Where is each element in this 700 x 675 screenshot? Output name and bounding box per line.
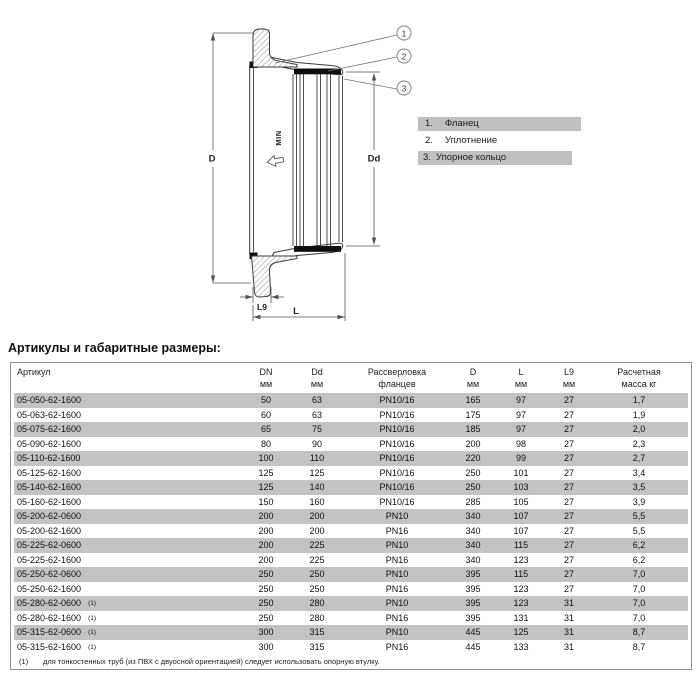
article-cell: 05-280-62-1600 (1) xyxy=(17,612,97,623)
dn-cell: 200 xyxy=(258,511,274,522)
callout-2 xyxy=(397,49,411,63)
dn-cell: 200 xyxy=(258,525,274,536)
l9-cell: 27 xyxy=(563,540,574,551)
l9-cell: 27 xyxy=(563,438,574,449)
mass-cell: 8,7 xyxy=(632,627,646,638)
dd-cell: 250 xyxy=(309,583,325,594)
mass-cell: 7,0 xyxy=(632,583,646,594)
table-row xyxy=(11,466,691,481)
l9-cell: 27 xyxy=(563,554,574,565)
mass-cell: 3,5 xyxy=(632,482,646,493)
drilling-cell: PN10/16 xyxy=(379,496,415,507)
article-cell: 05-160-62-1600 xyxy=(17,496,82,507)
l9-cell: 31 xyxy=(563,641,574,652)
table-row xyxy=(11,611,691,626)
legend-item-label: Фланец xyxy=(445,118,479,130)
d-cell: 395 xyxy=(465,583,481,594)
article-cell: 05-075-62-1600 xyxy=(17,424,82,435)
l9-cell: 27 xyxy=(563,511,574,522)
drilling-cell: PN10 xyxy=(385,598,409,609)
table-row xyxy=(11,567,691,582)
column-unit-l9: мм xyxy=(562,379,576,389)
dd-cell: 63 xyxy=(311,409,322,420)
column-header-l: L xyxy=(518,367,524,377)
article-cell: 05-050-62-1600 xyxy=(17,395,82,406)
drilling-cell: PN16 xyxy=(385,554,409,565)
d-cell: 185 xyxy=(465,424,481,435)
d-cell: 445 xyxy=(465,627,481,638)
table-row xyxy=(11,393,691,408)
article-cell: 05-125-62-1600 xyxy=(17,467,82,478)
dn-cell: 300 xyxy=(258,627,274,638)
dd-cell: 250 xyxy=(309,569,325,580)
article-cell: 05-225-62-1600 xyxy=(17,554,82,565)
article-cell: 05-225-62-0600 xyxy=(17,540,82,551)
l-cell: 123 xyxy=(513,598,529,609)
dim-label-l: L xyxy=(293,306,299,317)
mass-cell: 2,3 xyxy=(632,438,646,449)
table-row xyxy=(11,451,691,466)
l-cell: 98 xyxy=(515,438,526,449)
table-footnote xyxy=(11,654,691,669)
callout-3-number: 3 xyxy=(401,84,407,94)
mass-cell: 1,7 xyxy=(632,395,646,406)
d-cell: 340 xyxy=(465,554,481,565)
column-header-dn: DN xyxy=(259,367,273,377)
mass-cell: 7,0 xyxy=(632,569,646,580)
min-label: MIN xyxy=(274,130,283,146)
drilling-cell: PN10/16 xyxy=(379,467,415,478)
drilling-cell: PN16 xyxy=(385,641,409,652)
dn-cell: 200 xyxy=(258,554,274,565)
l9-cell: 31 xyxy=(563,612,574,623)
coupling-body xyxy=(250,57,343,261)
dn-cell: 300 xyxy=(258,641,274,652)
table-row xyxy=(11,582,691,597)
article-cell: 05-110-62-1600 xyxy=(17,453,81,464)
article-cell: 05-090-62-1600 xyxy=(17,438,82,449)
mass-cell: 3,4 xyxy=(632,467,646,478)
article-cell: 05-250-62-0600 xyxy=(17,569,82,580)
l-cell: 105 xyxy=(513,496,529,507)
callout-1 xyxy=(397,26,411,40)
dd-cell: 315 xyxy=(309,627,325,638)
l-cell: 107 xyxy=(513,511,529,522)
mass-cell: 7,0 xyxy=(632,612,646,623)
article-cell: 05-200-62-0600 xyxy=(17,511,82,522)
column-unit-l: мм xyxy=(514,379,528,389)
l-cell: 103 xyxy=(513,482,529,493)
l-cell: 133 xyxy=(513,641,529,652)
legend-item-number: 1. xyxy=(425,118,433,130)
dn-cell: 65 xyxy=(260,424,271,435)
d-cell: 340 xyxy=(465,540,481,551)
table-row xyxy=(11,596,691,611)
dd-cell: 90 xyxy=(311,438,322,449)
table-title: Артикулы и габаритные размеры: xyxy=(8,341,221,355)
table-row xyxy=(11,538,691,553)
drilling-cell: PN10 xyxy=(385,627,409,638)
column-header-drilling: Рассверловка xyxy=(367,367,427,377)
l-cell: 131 xyxy=(513,612,529,623)
min-depth-arrow-icon xyxy=(266,154,284,168)
dd-cell: 63 xyxy=(311,395,322,406)
mass-cell: 1,9 xyxy=(632,409,646,420)
drilling-cell: PN10/16 xyxy=(379,482,415,493)
l-cell: 99 xyxy=(515,453,526,464)
dn-cell: 250 xyxy=(258,598,274,609)
article-cell: 05-315-62-0600 (1) xyxy=(17,627,97,638)
drilling-cell: PN16 xyxy=(385,583,409,594)
dd-cell: 140 xyxy=(309,482,325,493)
column-header-article: Артикул xyxy=(17,367,51,377)
l9-cell: 27 xyxy=(563,569,574,580)
legend-item-seal xyxy=(418,134,598,148)
dd-cell: 225 xyxy=(309,540,325,551)
table-row xyxy=(11,422,691,437)
legend-item-label: Упорное кольцо xyxy=(436,152,507,164)
mass-cell: 7,0 xyxy=(632,598,646,609)
column-unit-dn: мм xyxy=(259,379,273,389)
dn-cell: 50 xyxy=(260,395,271,406)
legend-item-label: Уплотнение xyxy=(445,135,498,147)
callout-2-number: 2 xyxy=(401,52,407,62)
drilling-cell: PN10/16 xyxy=(379,438,415,449)
table-row xyxy=(11,524,691,539)
dn-cell: 250 xyxy=(258,583,274,594)
article-cell: 05-250-62-1600 xyxy=(17,583,82,594)
column-unit-drilling: фланцев xyxy=(378,379,416,389)
legend-item-thrust-ring xyxy=(418,151,572,165)
l9-cell: 27 xyxy=(563,525,574,536)
legend-item-number: 2. xyxy=(425,135,433,147)
dd-cell: 280 xyxy=(309,612,325,623)
drilling-cell: PN16 xyxy=(385,612,409,623)
mass-cell: 2,7 xyxy=(632,453,646,464)
table-body xyxy=(11,393,691,654)
d-cell: 445 xyxy=(465,641,481,652)
l-cell: 123 xyxy=(513,554,529,565)
dd-cell: 315 xyxy=(309,641,325,652)
mass-cell: 6,2 xyxy=(632,540,646,551)
dd-cell: 75 xyxy=(311,424,322,435)
d-cell: 250 xyxy=(465,467,481,478)
l-cell: 97 xyxy=(515,424,526,435)
dn-cell: 250 xyxy=(258,612,274,623)
l-cell: 107 xyxy=(513,525,529,536)
parts-legend xyxy=(418,117,598,168)
d-cell: 175 xyxy=(465,409,481,420)
mass-cell: 6,2 xyxy=(632,554,646,565)
dd-cell: 110 xyxy=(309,453,325,464)
mass-cell: 2,0 xyxy=(632,424,646,435)
dn-cell: 125 xyxy=(258,467,274,478)
l9-cell: 27 xyxy=(563,467,574,478)
d-cell: 395 xyxy=(465,569,481,580)
d-cell: 340 xyxy=(465,525,481,536)
drilling-cell: PN10 xyxy=(385,540,409,551)
d-cell: 220 xyxy=(465,453,481,464)
l-cell: 115 xyxy=(513,540,529,551)
dimensions-table xyxy=(10,362,692,670)
mass-cell: 3,9 xyxy=(632,496,646,507)
dd-cell: 200 xyxy=(309,511,325,522)
l9-cell: 27 xyxy=(563,453,574,464)
l-cell: 97 xyxy=(515,409,526,420)
l9-cell: 31 xyxy=(563,598,574,609)
l-cell: 101 xyxy=(513,467,529,478)
mass-cell: 8,7 xyxy=(632,641,646,652)
dim-label-dd: Dd xyxy=(367,153,381,165)
column-unit-d: мм xyxy=(466,379,480,389)
table-row xyxy=(11,553,691,568)
l-cell: 97 xyxy=(515,395,526,406)
d-cell: 395 xyxy=(465,598,481,609)
footnote-text: для тонкостенных труб (из ПВХ с двуосной ориентацией) следует использовать опорную втулку. xyxy=(43,657,380,666)
dim-label-l9: L9 xyxy=(257,302,267,312)
dn-cell: 150 xyxy=(258,496,274,507)
dd-cell: 160 xyxy=(309,496,325,507)
drilling-cell: PN10/16 xyxy=(379,453,415,464)
dd-cell: 200 xyxy=(309,525,325,536)
drilling-cell: PN10/16 xyxy=(379,424,415,435)
table-row xyxy=(11,480,691,495)
column-header-mass: Расчетная xyxy=(617,367,661,377)
dn-cell: 125 xyxy=(258,482,274,493)
l9-cell: 27 xyxy=(563,424,574,435)
column-unit-mass: масса кг xyxy=(621,379,657,389)
callout-3 xyxy=(397,81,411,95)
technical-drawing xyxy=(175,5,425,340)
dim-d xyxy=(213,33,254,283)
column-unit-article xyxy=(11,378,241,390)
article-cell: 05-315-62-1600 (1) xyxy=(17,641,97,652)
legend-item-flange xyxy=(418,117,581,131)
drilling-cell: PN10/16 xyxy=(379,409,415,420)
l-cell: 115 xyxy=(513,569,529,580)
column-unit-dd: мм xyxy=(310,379,324,389)
dim-label-d: D xyxy=(208,153,216,165)
table-row xyxy=(11,437,691,452)
column-header-d: D xyxy=(469,367,477,377)
dn-cell: 200 xyxy=(258,540,274,551)
l-cell: 125 xyxy=(513,627,529,638)
l9-cell: 27 xyxy=(563,496,574,507)
drilling-cell: PN10 xyxy=(385,569,409,580)
l9-cell: 27 xyxy=(563,395,574,406)
dd-cell: 225 xyxy=(309,554,325,565)
d-cell: 395 xyxy=(465,612,481,623)
drilling-cell: PN10 xyxy=(385,511,409,522)
dn-cell: 60 xyxy=(260,409,271,420)
drilling-cell: PN10/16 xyxy=(379,395,415,406)
article-cell: 05-063-62-1600 xyxy=(17,409,82,420)
l9-cell: 27 xyxy=(563,482,574,493)
table-row xyxy=(11,509,691,524)
dd-cell: 125 xyxy=(309,467,325,478)
d-cell: 165 xyxy=(465,395,481,406)
callout-1-number: 1 xyxy=(401,29,407,39)
article-cell: 05-200-62-1600 xyxy=(17,525,82,536)
d-cell: 250 xyxy=(465,482,481,493)
legend-item-number: 3. xyxy=(423,152,431,164)
article-cell: 05-280-62-0600 (1) xyxy=(17,598,97,609)
d-cell: 200 xyxy=(465,438,481,449)
table-row xyxy=(11,640,691,655)
drilling-cell: PN16 xyxy=(385,525,409,536)
dn-cell: 100 xyxy=(258,453,274,464)
mass-cell: 5,5 xyxy=(632,511,646,522)
footnote-marker: (1) xyxy=(19,657,29,666)
mass-cell: 5,5 xyxy=(632,525,646,536)
column-header-l9: L9 xyxy=(563,367,574,377)
article-cell: 05-140-62-1600 xyxy=(17,482,82,493)
column-header-dd: Dd xyxy=(311,367,323,377)
table-row xyxy=(11,625,691,640)
dn-cell: 250 xyxy=(258,569,274,580)
table-row xyxy=(11,495,691,510)
d-cell: 340 xyxy=(465,511,481,522)
table-row xyxy=(11,408,691,423)
table-header xyxy=(11,363,691,393)
l-cell: 123 xyxy=(513,583,529,594)
d-cell: 285 xyxy=(465,496,481,507)
dn-cell: 80 xyxy=(260,438,271,449)
l9-cell: 31 xyxy=(563,627,574,638)
dd-cell: 280 xyxy=(309,598,325,609)
l9-cell: 27 xyxy=(563,583,574,594)
l9-cell: 27 xyxy=(563,409,574,420)
